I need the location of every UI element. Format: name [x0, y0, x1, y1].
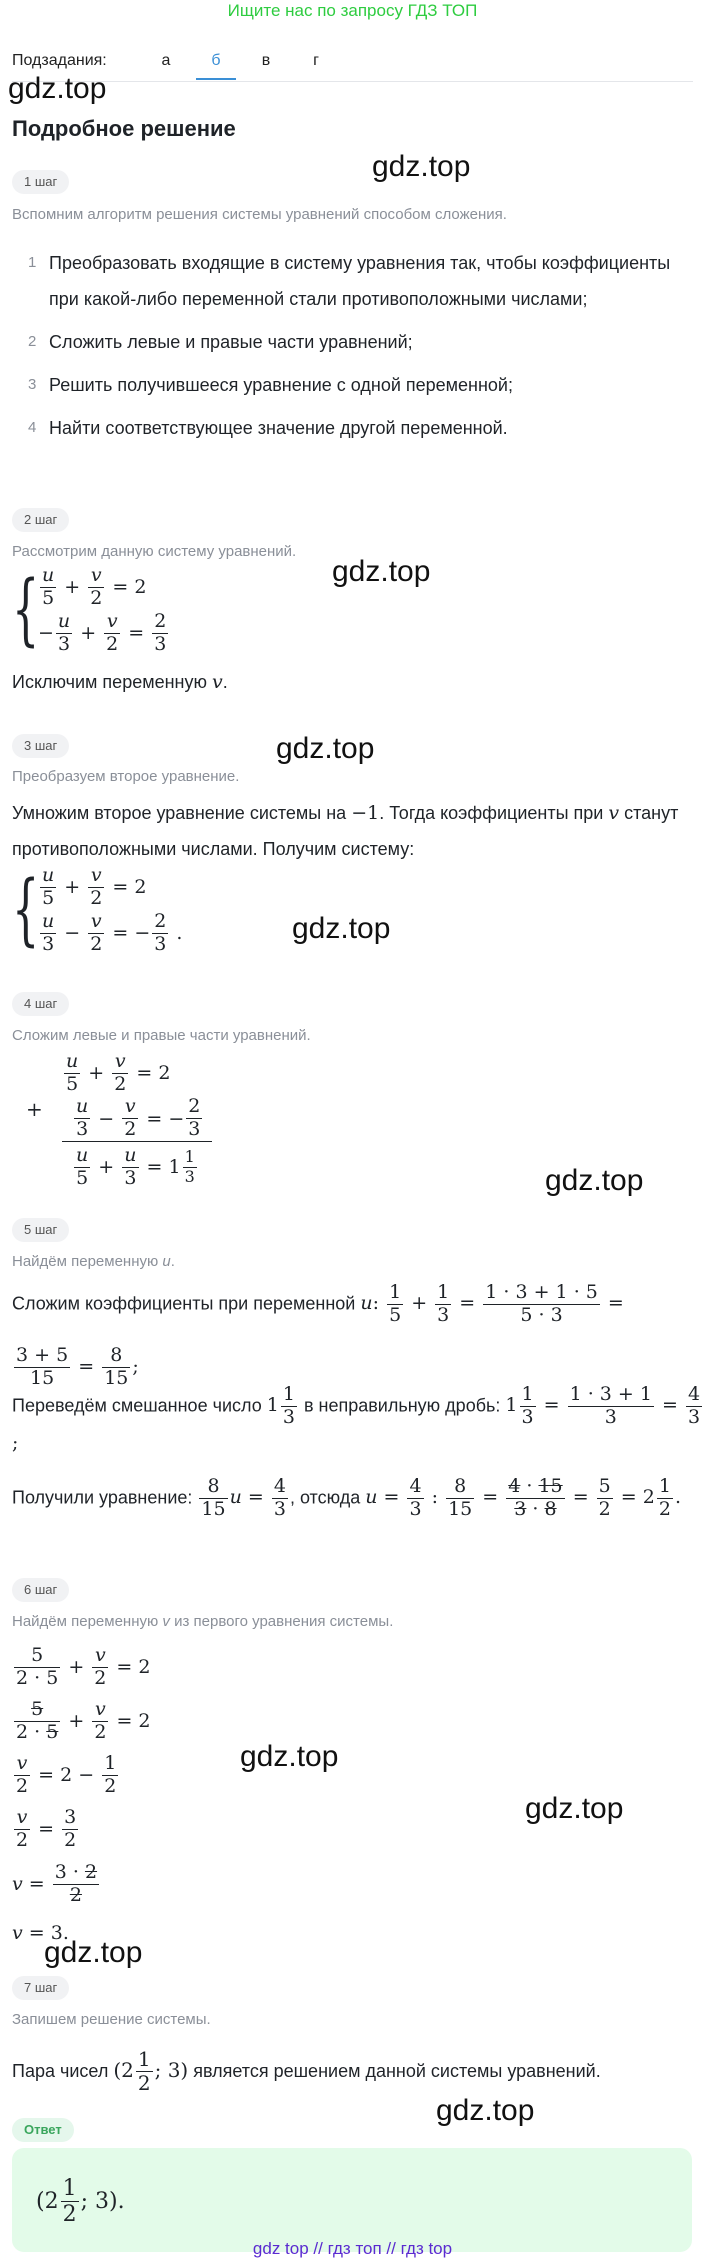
step-text: Пара чисел (2 $\frac{1}{2}$ ; 3) является решением данной системы уравнений. — [12, 2047, 601, 2095]
list-item: 2 Сложить левые и правые части уравнений; — [12, 324, 692, 360]
column-addition: $\frac{u}{5}$ + $\frac{v}{2}$ = 2 $\frac{u}{3}$ − $\frac{v}{2}$ = − $\frac{2}{3}$ $\frac{u}{5}$ + $\frac{u}{3}$ = 1 $\frac{1}{3}$ — [62, 1050, 212, 1192]
watermark: gdz.top — [525, 1792, 624, 1825]
step-text: Сложим коэффициенты при переменной u: $\frac{1}{5}$ + $\frac{1}{3}$ = $\frac{1 \cdot 3 + 1 \cdot 5}{5 \cdot 3}$ = — [12, 1281, 624, 1326]
answer-box — [12, 2148, 692, 2252]
step-hint: Найдём переменную u. — [12, 1253, 175, 1270]
subtasks-label: Подзадания: — [12, 52, 107, 69]
list-number: 1 — [28, 254, 37, 271]
page-title: Подробное решение — [12, 116, 236, 141]
step-hint: Вспомним алгоритм решения системы уравнений способом сложения. — [12, 206, 507, 223]
list-number: 3 — [28, 376, 37, 393]
step-badge: 7 шаг — [12, 1976, 69, 2000]
watermark: gdz.top — [44, 1936, 143, 1969]
list-number: 2 — [28, 333, 37, 350]
system-transformed: { $\frac{u}{5}$ + $\frac{v}{2}$ = 2 $\frac{u}{3}$ − $\frac{v}{2}$ = − $\frac{2}{3}$ . — [12, 863, 183, 955]
tab-v[interactable]: в — [261, 52, 271, 69]
step-hint: Рассмотрим данную систему уравнений. — [12, 543, 297, 560]
step-text: Умножим второе уравнение системы на −1. Тогда коэффициенты при v станут противоположными числами. Получим систему: — [12, 802, 679, 859]
step-badge: 2 шаг — [12, 508, 69, 532]
algorithm-list — [12, 245, 692, 453]
step-text: Исключим переменную v. — [12, 671, 228, 693]
watermark: gdz.top — [276, 732, 375, 765]
watermark: gdz.top — [240, 1740, 339, 1773]
step-badge: 4 шаг — [12, 992, 69, 1016]
watermark: gdz.top — [436, 2094, 535, 2127]
step-hint: Запишем решение системы. — [12, 2011, 211, 2028]
subtasks-bar — [12, 48, 693, 82]
answer-badge: Ответ — [12, 2118, 74, 2142]
semicolon: ; — [12, 1432, 19, 1454]
answer-formula: (2 $\frac{1}{2}$ ; 3). — [36, 2176, 125, 2228]
list-item: 4 Найти соответствующее значение другой переменной. — [12, 410, 692, 446]
list-item: 3 Решить получившееся уравнение с одной переменной; — [12, 367, 692, 403]
list-number: 4 — [28, 419, 37, 436]
step-text: Получили уравнение: $\frac{8}{15}$ u = $\frac{4}{3}$ , отсюда u = $\frac{4}{3}$ : $\frac{8}{15}$ = $\frac{4 \cdot 15}{3 \cdot 8}$ = $\frac{5}{2}$ = 2 $\frac{1}{2}$ . — [12, 1475, 681, 1520]
watermark: gdz.top — [332, 555, 431, 588]
watermark: gdz.top — [8, 72, 107, 105]
step-badge: 3 шаг — [12, 734, 69, 758]
system-original: { $\frac{u}{5}$ + $\frac{v}{2}$ = 2 − $\frac{u}{3}$ + $\frac{v}{2}$ = $\frac{2}{3}$ — [12, 563, 167, 655]
tab-b[interactable]: б — [196, 52, 236, 70]
plus-sign: + — [26, 1097, 43, 1121]
search-banner: Ищите нас по запросу ГДЗ ТОП — [227, 1, 478, 20]
watermark: gdz.top — [292, 912, 391, 945]
step-text: Переведём смешанное число 1 $\frac{1}{3}$ в неправильную дробь: 1 $\frac{1}{3}$ = $\frac{1 \cdot 3 + 1}{3}$ = $\frac{4}{3}$ — [12, 1383, 701, 1428]
step-badge: 5 шаг — [12, 1218, 69, 1242]
tab-g[interactable]: г — [313, 52, 319, 69]
watermark: gdz.top — [545, 1164, 644, 1197]
list-item: 1 Преобразовать входящие в систему уравнения так, чтобы коэффициенты при какой-либо переменной стали противоположными числами; — [12, 245, 692, 317]
footer-links[interactable]: gdz top // гдз топ // гдз top — [252, 2239, 453, 2258]
tab-a[interactable]: а — [161, 52, 171, 69]
derivation: $\frac{5}{2 \cdot 5}$ + $\frac{v}{2}$ = 2 $\frac{5}{2 \cdot 5}$ + $\frac{v}{2}$ = 2 $\frac{v}{2}$ = 2 − $\frac{1}{2}$ $\frac{v}{2}$ = $\frac{3}{2}$ v = $\frac{3 \cdot 2}{2}$ v = 3. — [12, 1643, 151, 1944]
step-hint: Преобразуем второе уравнение. — [12, 768, 240, 785]
step-badge: 6 шаг — [12, 1578, 69, 1602]
watermark: gdz.top — [372, 150, 471, 183]
step-hint: Сложим левые и правые части уравнений. — [12, 1027, 311, 1044]
step-hint: Найдём переменную v из первого уравнения системы. — [12, 1613, 394, 1630]
step-badge: 1 шаг — [12, 170, 69, 194]
formula: $\frac{3 + 5}{15}$ = $\frac{8}{15}$ ; — [16, 1344, 139, 1389]
